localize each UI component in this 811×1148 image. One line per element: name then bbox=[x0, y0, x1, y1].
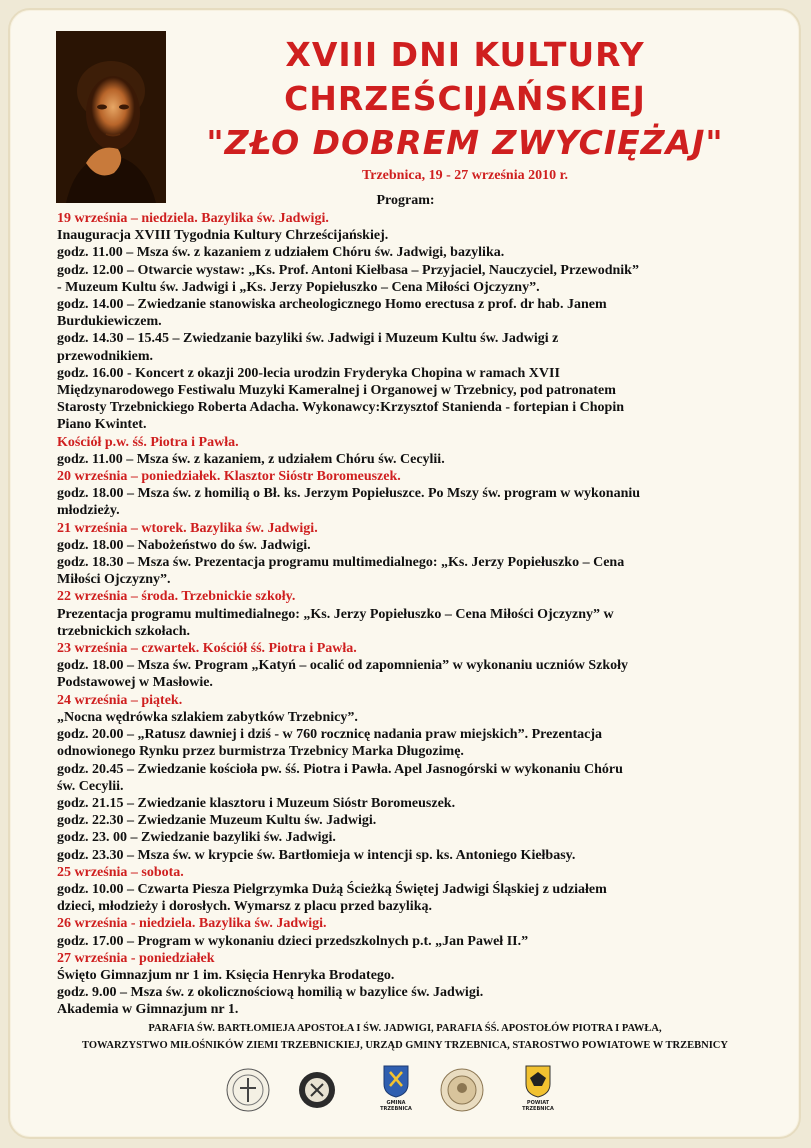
program-line: godz. 14.00 – Zwiedzanie stanowiska archeologicznego Homo erectusa z prof. dr hab. Janem bbox=[57, 297, 607, 313]
title-line-1: XVIII DNI KULTURY bbox=[285, 35, 645, 74]
program-day-heading: 22 września – środa. Trzebnickie szkoły. bbox=[57, 589, 296, 605]
gmina-caption-line-1: GMINA bbox=[386, 1100, 406, 1106]
organizers-line-2: TOWARZYSTWO MIŁOŚNIKÓW ZIEMI TRZEBNICKIEJ, URZĄD GMINY TRZEBNICA, STAROSTWO POWIATOWE W TRZEBNICY bbox=[82, 1040, 728, 1051]
program-heading: Program: bbox=[376, 193, 435, 208]
powiat-caption-line-2: TRZEBNICA bbox=[522, 1106, 554, 1112]
program-line: Miłości Ojczyzny”. bbox=[57, 572, 171, 588]
gmina-caption-line-2: TRZEBNICA bbox=[380, 1106, 412, 1112]
program-line: godz. 23. 00 – Zwiedzanie bazyliki św. Jadwigi. bbox=[57, 830, 336, 846]
program-line: Prezentacja programu multimedialnego: „Ks. Jerzy Popiełuszko – Cena Miłości Ojczyzny” w bbox=[57, 606, 614, 622]
program-line: godz. 12.00 – Otwarcie wystaw: „Ks. Prof. Antoni Kiełbasa – Przyjaciel, Nauczyciel, Przewodnik” bbox=[57, 262, 639, 278]
program-line: „Nocna wędrówka szlakiem zabytków Trzebnicy”. bbox=[57, 709, 358, 725]
powiat-trzebnica-crest-icon bbox=[524, 1064, 552, 1098]
program-day-heading: 20 września – poniedziałek. Klasztor Sióstr Boromeuszek. bbox=[57, 469, 401, 485]
program-line: św. Cecylii. bbox=[57, 778, 124, 794]
society-seal-icon bbox=[440, 1068, 484, 1112]
program-list bbox=[57, 210, 762, 1019]
program-line: godz. 18.00 – Nabożeństwo do św. Jadwigi. bbox=[57, 537, 311, 553]
program-line: godz. 22.30 – Zwiedzanie Muzeum Kultu św. Jadwigi. bbox=[57, 813, 377, 829]
program-line: przewodnikiem. bbox=[57, 348, 154, 364]
program-line: godz. 11.00 – Msza św. z kazaniem, z udziałem Chóru św. Cecylii. bbox=[57, 451, 445, 467]
program-line: odnowionego Rynku przez burmistrza Trzebnicy Marka Długozimę. bbox=[57, 744, 464, 760]
program-line: godz. 18.30 – Msza św. Prezentacja programu multimedialnego: „Ks. Jerzy Popiełuszko – Cena bbox=[57, 555, 625, 571]
program-day-heading: 24 września – piątek. bbox=[57, 692, 183, 708]
title-line-3: "ZŁO DOBREM ZWYCIĘŻAJ" bbox=[206, 123, 724, 162]
program-line: Podstawowej w Masłowie. bbox=[57, 675, 213, 691]
event-date-place: Trzebnica, 19 - 27 września 2010 r. bbox=[361, 168, 569, 183]
program-line: godz. 10.00 – Czwarta Piesza Pielgrzymka Dużą Ścieżką Świętej Jadwigi Śląskiej z udziałem bbox=[57, 881, 607, 897]
program-line: Międzynarodowego Festiwalu Muzyki Kameralnej i Organowej w Trzebnicy, pod patronatem bbox=[57, 383, 616, 399]
powiat-caption bbox=[508, 1100, 568, 1112]
title-line-2: CHRZEŚCIJAŃSKIEJ bbox=[284, 79, 646, 118]
program-day-heading: 23 września – czwartek. Kościół śś. Piotra i Pawła. bbox=[57, 641, 357, 657]
program-day-heading: 21 września – wtorek. Bazylika św. Jadwigi. bbox=[57, 520, 318, 536]
program-line: Inauguracja XVIII Tygodnia Kultury Chrześcijańskiej. bbox=[57, 228, 389, 244]
program-line: Piano Kwintet. bbox=[57, 417, 147, 433]
program-line: godz. 11.00 – Msza św. z kazaniem z udziałem Chóru św. Jadwigi, bazylika. bbox=[57, 245, 505, 261]
program-line: - Muzeum Kultu św. Jadwigi i „Ks. Jerzy Popiełuszko – Cena Miłości Ojczyzny”. bbox=[57, 279, 540, 295]
program-line: godz. 14.30 – 15.45 – Zwiedzanie bazyliki św. Jadwigi i Muzeum Kultu św. Jadwigi z bbox=[57, 331, 559, 347]
parish-seal-icon bbox=[226, 1068, 270, 1112]
program-line: godz. 18.00 – Msza św. Program „Katyń – ocalić od zapomnienia” w wykonaniu uczniów Szkoły bbox=[57, 658, 629, 674]
program-line: Akademia w Gimnazjum nr 1. bbox=[57, 1002, 239, 1018]
portrait-photo bbox=[56, 31, 166, 203]
organizers-line-1: PARAFIA ŚW. BARTŁOMIEJA APOSTOŁA I ŚW. JADWIGI, PARAFIA ŚŚ. APOSTOŁÓW PIOTRA I PAWŁA, bbox=[148, 1023, 662, 1034]
portrait-image bbox=[56, 31, 166, 203]
program-line: godz. 16.00 - Koncert z okazji 200-lecia urodzin Fryderyka Chopina w ramach XVII bbox=[57, 365, 560, 381]
program-line: godz. 23.30 – Msza św. w krypcie św. Bartłomieja w intencji sp. ks. Antoniego Kiełbasy. bbox=[57, 847, 576, 863]
program-line: godz. 17.00 – Program w wykonaniu dzieci przedszkolnych p.t. „Jan Paweł II.” bbox=[57, 933, 529, 949]
program-line: trzebnickich szkołach. bbox=[57, 623, 190, 639]
program-line: godz. 9.00 – Msza św. z okolicznościową homilią w bazylice św. Jadwigi. bbox=[57, 985, 484, 1001]
gmina-caption bbox=[366, 1100, 426, 1112]
gmina-trzebnica-crest-icon bbox=[382, 1064, 410, 1098]
program-day-heading: Kościół p.w. śś. Piotra i Pawła. bbox=[57, 434, 239, 450]
program-day-heading: 19 września – niedziela. Bazylika św. Jadwigi. bbox=[57, 211, 329, 226]
powiat-caption-line-1: POWIAT bbox=[526, 1100, 550, 1106]
program-day-heading: 26 września - niedziela. Bazylika św. Jadwigi. bbox=[57, 916, 327, 932]
program-line: młodzieży. bbox=[57, 503, 120, 519]
program-day-heading: 27 września - poniedziałek bbox=[57, 950, 215, 966]
program-line: godz. 20.45 – Zwiedzanie kościoła pw. śś. Piotra i Pawła. Apel Jasnogórski w wykonaniu Chóru bbox=[57, 761, 623, 777]
sponsor-logos bbox=[0, 1060, 811, 1120]
parish-emblem-icon bbox=[298, 1070, 336, 1110]
poster-title bbox=[175, 33, 755, 165]
program-line: godz. 20.00 – „Ratusz dawniej i dziś - w 760 rocznicę nadania praw miejskich”. Prezentacja bbox=[57, 727, 603, 743]
program-line: Burdukiewiczem. bbox=[57, 314, 162, 330]
program-line: dzieci, młodzieży i dorosłych. Wymarsz z placu przed bazyliką. bbox=[57, 899, 432, 915]
program-line: Święto Gimnazjum nr 1 im. Księcia Henryka Brodatego. bbox=[57, 967, 395, 983]
program-line: Starosty Trzebnickiego Roberta Adacha. Wykonawcy:Krzysztof Stanienda - fortepian i Chopin bbox=[57, 400, 625, 416]
program-line: godz. 21.15 – Zwiedzanie klasztoru i Muzeum Sióstr Boromeuszek. bbox=[57, 795, 456, 811]
organizers-footer bbox=[40, 1020, 770, 1054]
program-line: godz. 18.00 – Msza św. z homilią o Bł. ks. Jerzym Popiełuszce. Po Mszy św. program w wykonaniu bbox=[57, 486, 641, 502]
program-day-heading: 25 września – sobota. bbox=[57, 864, 184, 880]
